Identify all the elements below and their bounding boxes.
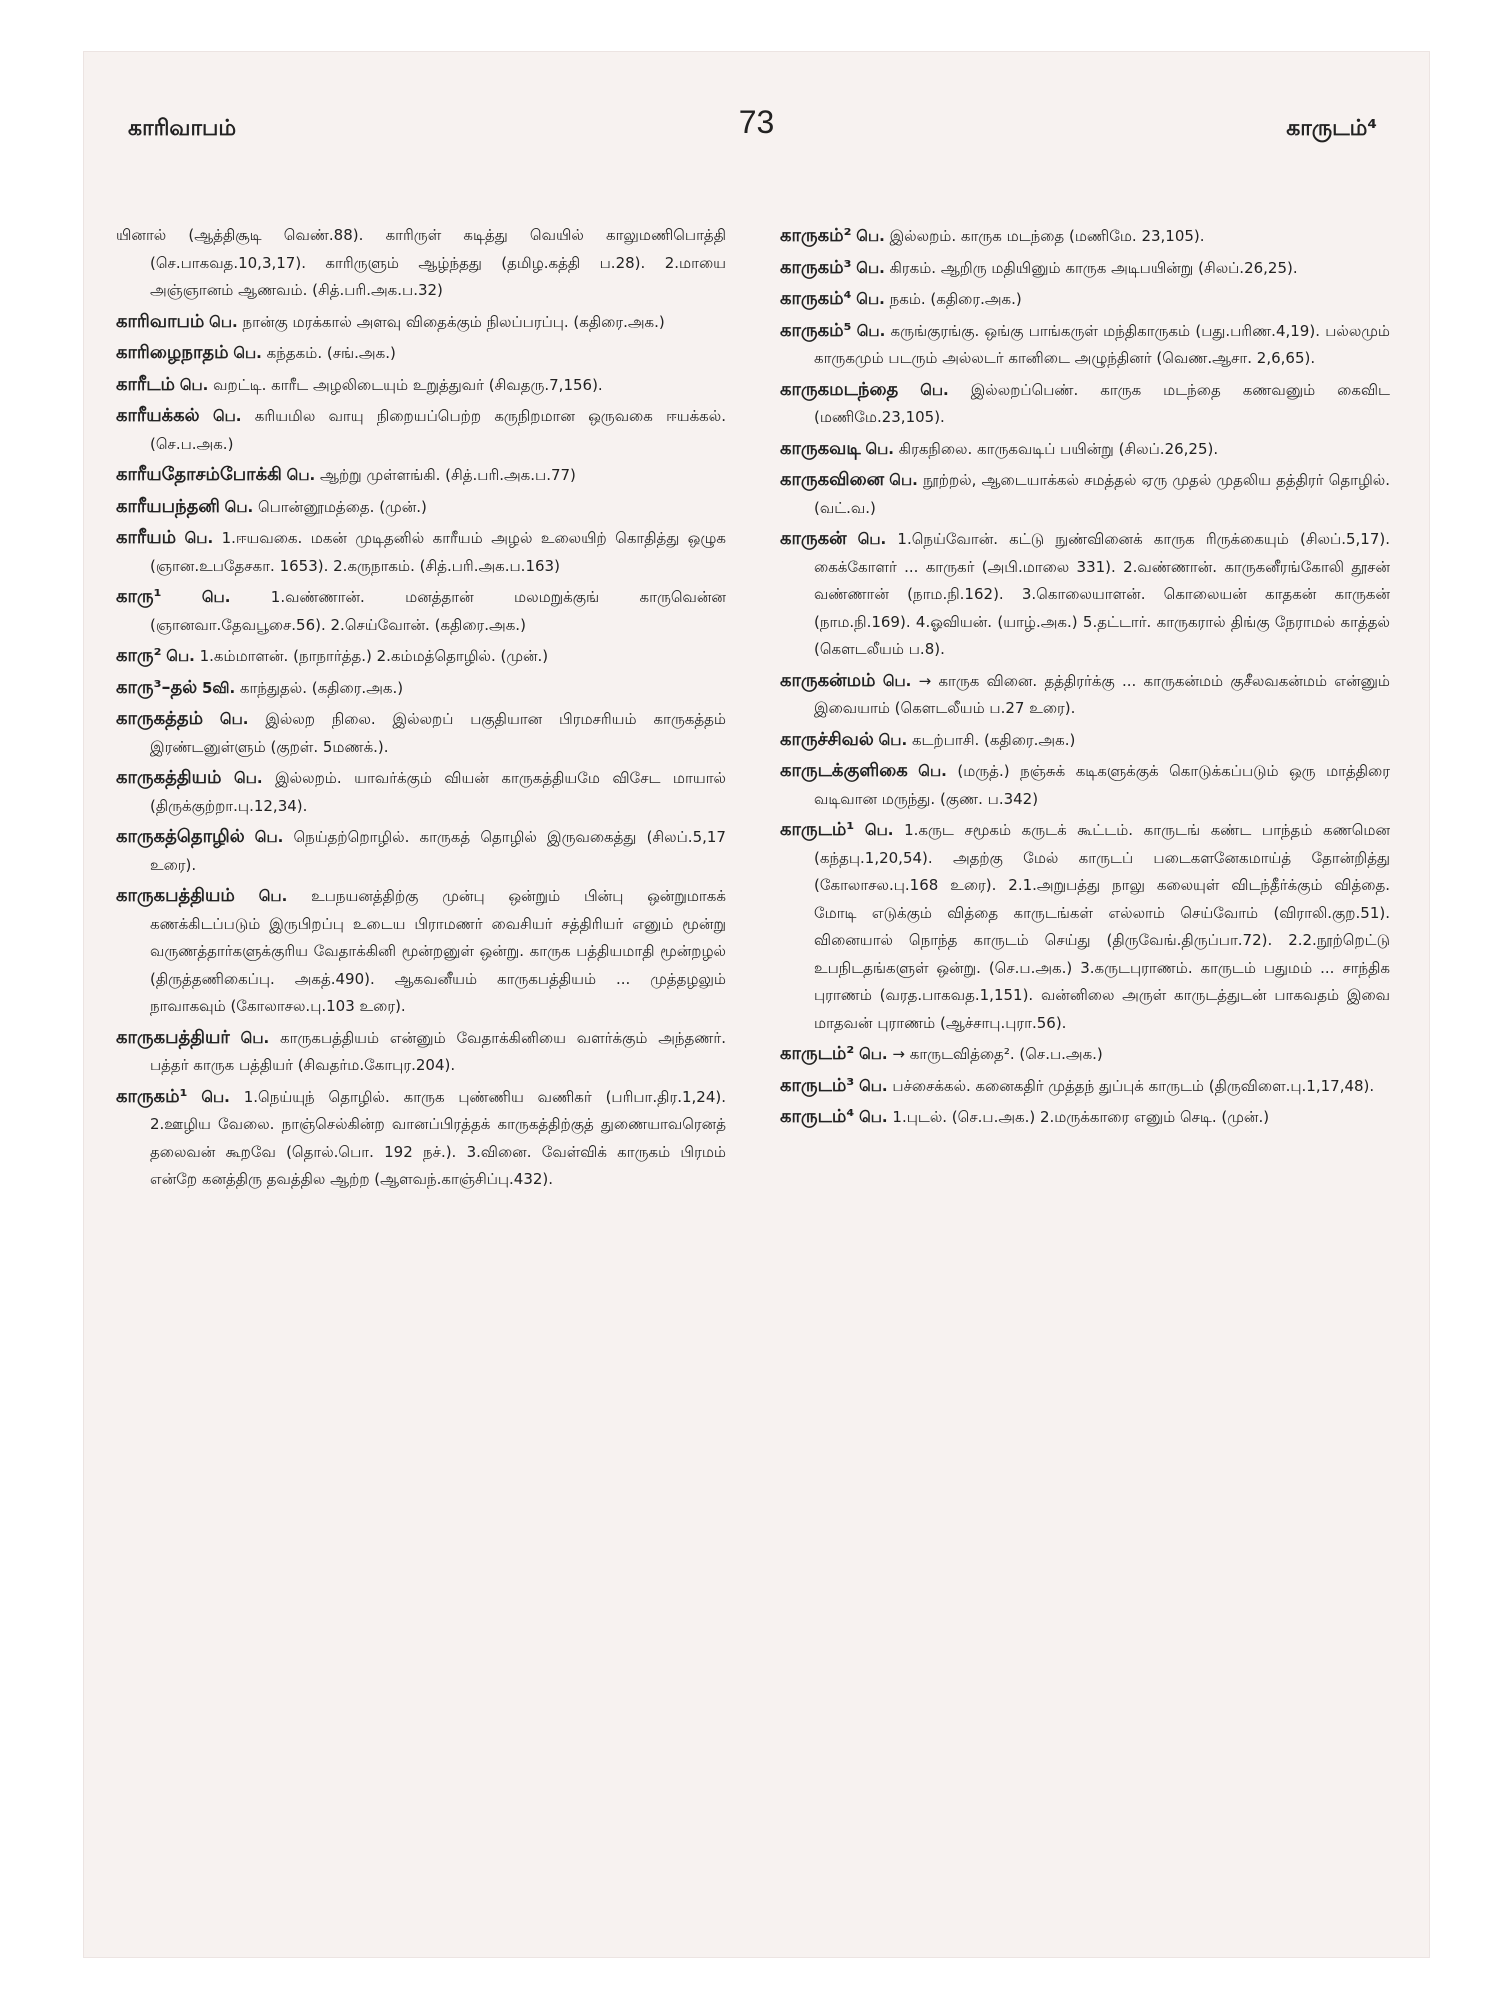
- entry: [116, 493, 726, 522]
- part-of-speech: பெ.: [856, 321, 886, 340]
- entry-text: → காருடவித்தை². (செ.ப.அக.): [892, 1045, 1103, 1063]
- entry: [116, 823, 726, 879]
- entry-text: 1.வண்ணான். மனத்தான் மலமறுக்குங் காருவென்ன (ஞானவா.தேவபூசை.56). 2.செய்வோன். (கதிரை.அக.): [150, 588, 726, 634]
- part-of-speech: பெ.: [920, 380, 949, 399]
- entry-text: 1.நெய்வோன். கட்டு நுண்வினைக் காருக ரிருக்கையும் (சிலப்.5,17). கைக்கோளர் ... காருகர் (அபி.மாலை 331). 2.வண்ணான். காருகனீரங்கோலி தூசன் வண்ணான் (நாம.நி.162). 3.கொலையாளன். கொலையன் காதகன் காருகன் (நாம.நி.169). 4.ஓவியன். (யாழ்.அக.) 5.தட்டார். காருகரால் திங்கு நேராமல் காத்தல் (கௌடலீயம் ப.8).: [814, 530, 1390, 658]
- entry: [116, 1024, 726, 1080]
- headword: காரு³–தல்: [116, 676, 198, 698]
- dictionary-page: [84, 52, 1429, 1957]
- entry-text: நான்கு மரக்கால் அளவு விதைக்கும் நிலப்பரப்பு. (கதிரை.அக.): [242, 312, 665, 331]
- entry-text: உபநயனத்திற்கு முன்பு ஒன்றும் பின்பு ஒன்றுமாகக் கணக்கிடப்படும் இருபிறப்பு உடைய பிராமணர் வைசியர் சத்திரியர் எனும் மூன்று வருணத்தார்களுக்குரிய வேதாக்கினி மூன்றனுள் ஒன்று. காருக பத்தியமாதி மூன்றழல் (திருத்தணிகைப்பு. அகத்.490). ஆகவனீயம் காருகபத்தியம் ... முத்தழலும் நாவாகவும் (கோலாசல.பு.103 உரை).: [150, 887, 726, 1015]
- entry-text: நெய்தற்றொழில். காருகத் தொழில் இருவகைத்து (சிலப்.5,17 உரை).: [150, 828, 726, 874]
- entry: [780, 1072, 1390, 1101]
- part-of-speech: பெ.: [856, 290, 885, 308]
- part-of-speech: பெ.: [865, 439, 894, 458]
- part-of-speech: பெ.: [258, 887, 288, 905]
- entry: [780, 254, 1390, 283]
- entry-text: காருகபத்தியம் என்னும் வேதாக்கினியை வளர்க்கும் அந்தணர். பத்தர் காருக பத்தியர் (சிவதர்ம.கோபுர.204).: [150, 1028, 726, 1074]
- entry: [780, 1103, 1390, 1132]
- entry: [116, 674, 726, 703]
- entry: [116, 524, 726, 580]
- entry: [116, 882, 726, 1021]
- part-of-speech: பெ.: [224, 497, 254, 516]
- entry-text: யினால் (ஆத்திசூடி வெண்.88). காரிருள் கடித்து வெயில் காலுமணிபொத்தி (செ.பாகவத.10,3,17). காரிருளும் ஆழ்ந்தது (தமிழ.கத்தி ப.28). 2.மாயை அஞ்ஞானம் ஆணவம். (சித்.பரி.அக.ப.32): [116, 226, 726, 299]
- part-of-speech: பெ.: [234, 769, 263, 787]
- headword: காரு¹: [116, 586, 162, 607]
- entry: [116, 308, 726, 337]
- entry: [116, 371, 726, 400]
- headword: காருகவடி: [780, 437, 861, 459]
- part-of-speech: பெ.: [240, 1028, 270, 1047]
- entry: [780, 285, 1390, 314]
- entry-text: கரியமில வாயு நிறையப்பெற்ற கருநிறமான ஒருவகை ஈயக்கல். (செ.ப.அக.): [150, 407, 726, 453]
- headword: காரீயபந்தனி: [116, 495, 220, 517]
- part-of-speech: பெ.: [864, 821, 894, 839]
- right-column: [780, 222, 1390, 1135]
- part-of-speech: பெ.: [254, 828, 284, 846]
- entry-text: 1.புடல். (செ.ப.அக.) 2.மருக்காரை எனும் செடி. (முன்.): [892, 1108, 1270, 1126]
- part-of-speech: பெ.: [286, 466, 316, 484]
- headword: காருடக்குளிகை: [780, 760, 908, 781]
- entry-text: கிரகம். ஆறிரு மதியினும் காருக அடிபயின்று (சிலப்.26,25).: [889, 258, 1298, 277]
- entry-text: 1.நெய்யுந் தொழில். காருக புண்ணிய வணிகர் (பரிபா.திர.1,24). 2.ஊழிய வேலை. நாஞ்செல்கின்ற வானப்பிரத்தக் காருகத்திற்குத் துணையாவரெனத் தலைவன் கூறவே (தொல்.பொ. 192 நச்.). 3.வினை. வேள்விக் காருகம் பிரமம் என்றே கனத்திரு தவத்தில ஆற்ற (ஆளவந்.காஞ்சிப்பு.432).: [150, 1087, 726, 1188]
- part-of-speech: பெ.: [859, 1045, 888, 1063]
- part-of-speech: பெ.: [166, 647, 195, 665]
- entry-text: நூற்றல், ஆடையாக்கல் சமத்தல் ஏரு முதல் முதலிய தத்திரர் தொழில். (வட்.வ.): [814, 471, 1390, 517]
- headword: காரிவாபம்: [116, 310, 205, 332]
- headword: காருகம்⁴: [780, 288, 852, 309]
- entry: [780, 317, 1390, 373]
- page-number: 73: [738, 104, 775, 140]
- entry: [780, 667, 1390, 723]
- headword: காருகம்³: [780, 256, 852, 278]
- part-of-speech: 5வி.: [201, 678, 236, 697]
- headword: காருகத்தம்: [116, 708, 204, 729]
- headword: காரு²: [116, 645, 162, 666]
- part-of-speech: பெ.: [889, 471, 918, 489]
- part-of-speech: பெ.: [179, 375, 209, 394]
- entry: [780, 1040, 1390, 1069]
- headword: காருகபத்தியர்: [116, 1026, 230, 1048]
- entry-text: இல்லறப்பெண். காருக மடந்தை கணவனும் கைவிட (மணிமே.23,105).: [814, 380, 1390, 426]
- part-of-speech: பெ.: [856, 227, 885, 245]
- left-guide-word: காரிவாபம்: [128, 116, 237, 141]
- entry-text: 1.கம்மாளன். (நாநார்த்த.) 2.கம்மத்தொழில். (முன்.): [199, 647, 549, 665]
- entry-text: கிரகநிலை. காருகவடிப் பயின்று (சிலப்.26,25).: [898, 439, 1219, 458]
- entry-text: கடற்பாசி. (கதிரை.அக.): [911, 730, 1076, 749]
- headword: காருகன்மம்: [780, 669, 876, 691]
- part-of-speech: பெ.: [209, 312, 238, 331]
- entry: [116, 461, 726, 490]
- headword: காரீயதோசம்போக்கி: [116, 464, 282, 485]
- entry-text: நகம். (கதிரை.அக.): [889, 290, 1022, 308]
- entry: [116, 402, 726, 458]
- entry-text: 1.கருட சமூகம் கருடக் கூட்டம். காருடங் கண்ட பாந்தம் கணமென (கந்தபு.1,20,54). அதற்கு மேல் காருடப் படைகளனேகமாய்த் தோன்றித்து (கோலாசல.பு.168 உரை). 2.1.அறுபத்து நாலு கலையுள் விடந்தீர்க்கும் வித்தை. மோடி எடுக்கும் வித்தை காருடங்கள் எல்லாம் செய்வோம் (விராலி.குற.51). வினையால் நொந்த காருடம் செய்து (திருவேங்.திருப்பா.72). 2.2.நூற்றெட்டு உபநிடதங்களுள் ஒன்று. (செ.ப.அக.) 3.கருடபுராணம். காருடம் பதுமம் ... சாந்திக புராணம் (வரத.பாகவத.1,151). வன்னிலை அருள் காருடத்துடன் பாகவதம் இவை மாதவன் புராணம் (ஆச்சாபு.புரா.56).: [814, 821, 1390, 1032]
- left-column: [116, 222, 726, 1197]
- entry: [780, 376, 1390, 432]
- entry: [116, 222, 726, 305]
- part-of-speech: பெ.: [219, 710, 249, 728]
- headword: காருகமடந்தை: [780, 378, 899, 400]
- part-of-speech: பெ.: [918, 762, 947, 780]
- part-of-speech: பெ.: [878, 730, 908, 749]
- headword: காருகம்⁵: [780, 319, 852, 341]
- entry: [116, 764, 726, 820]
- part-of-speech: பெ.: [882, 671, 912, 690]
- entry-text: வறட்டி. காரீட அழலிடையும் உறுத்துவர் (சிவதரு.7,156).: [213, 375, 603, 394]
- headword: காருடம்³: [780, 1074, 855, 1096]
- page-header: [84, 104, 1429, 164]
- headword: காரீயக்கல்: [116, 405, 200, 426]
- headword: காருகவினை: [780, 469, 885, 490]
- entry-text: (மருத்.) நஞ்சுக் கடிகளுக்குக் கொடுக்கப்படும் ஒரு மாத்திரை வடிவான மருந்து. (குண. ப.342): [814, 762, 1390, 808]
- headword: காருகத்தியம்: [116, 767, 222, 788]
- part-of-speech: பெ.: [856, 258, 885, 277]
- headword: காருடம்⁴: [780, 1106, 855, 1127]
- entry: [780, 435, 1390, 464]
- entry-text: ஆற்று முள்ளங்கி. (சித்.பரி.அக.ப.77): [319, 466, 576, 484]
- entry: [116, 583, 726, 639]
- entry-text: கந்தகம். (சங்.அக.): [266, 344, 396, 362]
- headword: காருடம்²: [780, 1043, 855, 1064]
- part-of-speech: பெ.: [857, 530, 887, 548]
- headword: காருகன்: [780, 528, 847, 549]
- right-guide-word: காருடம்⁴: [1286, 116, 1377, 141]
- entry-text: 1.ஈயவகை. மகன் முடிதனில் காரீயம் அழல் உலையிற் கொதித்து ஒழுக (ஞான.உபதேசகா. 1653). 2.கருநாகம். (சித்.பரி.அக.ப.163): [150, 529, 726, 575]
- headword: காருச்சிவல்: [780, 728, 874, 750]
- entry: [116, 339, 726, 368]
- part-of-speech: பெ.: [233, 344, 262, 362]
- part-of-speech: பெ.: [859, 1076, 888, 1095]
- headword: காருகம்²: [780, 225, 852, 246]
- entry: [780, 816, 1390, 1037]
- entry: [780, 757, 1390, 813]
- part-of-speech: பெ.: [859, 1108, 888, 1126]
- entry: [780, 466, 1390, 522]
- headword: காருகபத்தியம்: [116, 885, 235, 906]
- headword: காருடம்¹: [780, 819, 855, 840]
- entry: [780, 222, 1390, 251]
- headword: காருகத்தொழில்: [116, 826, 245, 847]
- entry: [780, 525, 1390, 664]
- part-of-speech: பெ.: [212, 407, 242, 425]
- entry: [116, 1083, 726, 1194]
- entry: [780, 726, 1390, 755]
- part-of-speech: பெ.: [201, 1087, 230, 1106]
- headword: காரிழைநாதம்: [116, 342, 229, 363]
- headword: காருகம்¹: [116, 1085, 188, 1107]
- entry-text: இல்லறம். காருக மடந்தை (மணிமே. 23,105).: [889, 227, 1205, 245]
- entry-text: → காருக வினை. தத்திரர்க்கு ... காருகன்மம் குசீலவகன்மம் என்னும் இவையாம் (கௌடலீயம் ப.27 உரை).: [814, 671, 1390, 717]
- entry-text: இல்லறம். யாவர்க்கும் வியன் காருகத்தியமே விசேட மாயால் (திருக்குற்றா.பு.12,34).: [150, 769, 726, 815]
- entry-text: பச்சைக்கல். கனைகதிர் முத்தந் துப்புக் காருடம் (திருவிளை.பு.1,17,48).: [892, 1076, 1375, 1095]
- entry: [116, 642, 726, 671]
- part-of-speech: பெ.: [201, 588, 231, 606]
- entry-text: பொன்னூமத்தை. (முன்.): [257, 497, 427, 516]
- entry: [116, 705, 726, 761]
- part-of-speech: பெ.: [184, 529, 214, 547]
- entry-text: கருங்குரங்கு. ஒங்கு பாங்கருள் மந்திகாருகம் (பது.பரிண.4,19). பல்லமும் காருகமும் படரும் அல்லடர் கானிடை அழுந்தினர் (வெண.ஆசா. 2,6,65).: [814, 321, 1390, 367]
- entry-text: இல்லற நிலை. இல்லறப் பகுதியான பிரமசரியம் காருகத்தம் இரண்டனுள்ளும் (குறள். 5மணக்.).: [150, 710, 726, 756]
- headword: காரீடம்: [116, 373, 176, 395]
- entry-text: காந்துதல். (கதிரை.அக.): [239, 678, 404, 697]
- headword: காரீயம்: [116, 527, 177, 548]
